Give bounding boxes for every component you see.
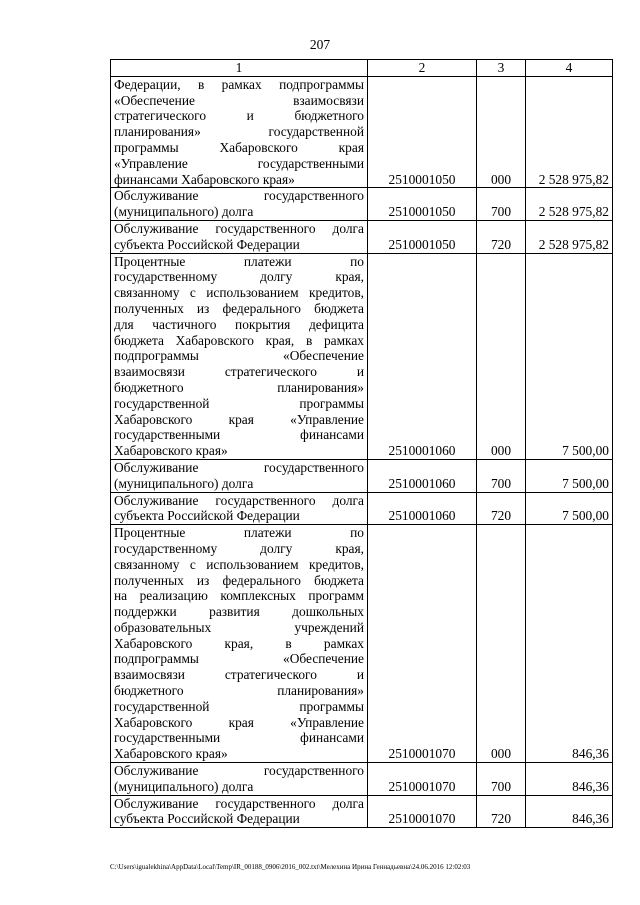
row-description: [111, 253, 368, 459]
description-line: государственными финансами: [114, 730, 364, 746]
row-description: [111, 492, 368, 525]
description-line: планирования» государственной: [114, 124, 364, 140]
row-amount: 846,36: [526, 525, 613, 763]
description-line: Хабаровского края «Управление: [114, 411, 364, 427]
row-expense-type: 700: [477, 188, 526, 221]
column-header-4: 4: [526, 60, 613, 77]
description-line: связанному с использованием кредитов,: [114, 285, 364, 301]
description-line: «Управление государственными: [114, 155, 364, 171]
column-header-1: 1: [111, 60, 368, 77]
description-line: Хабаровского края»: [114, 443, 228, 459]
row-amount: 2 528 975,82: [526, 188, 613, 221]
description-line: Обслуживание государственного: [114, 459, 364, 475]
description-line: поддержки развития дошкольных: [114, 604, 364, 620]
description-line: подпрограммы «Обеспечение: [114, 651, 364, 667]
row-expense-type: 000: [477, 525, 526, 763]
row-expense-type: 720: [477, 492, 526, 525]
budget-table: [110, 59, 613, 828]
description-line: Обслуживание государственного: [114, 763, 364, 779]
row-target-code: 2510001060: [368, 492, 477, 525]
row-target-code: 2510001050: [368, 76, 477, 188]
row-expense-type: 720: [477, 795, 526, 828]
description-line: Хабаровского края «Управление: [114, 714, 364, 730]
row-description: [111, 525, 368, 763]
description-line: программы Хабаровского края: [114, 139, 364, 155]
description-line: финансами Хабаровского края»: [114, 171, 295, 187]
row-amount: 7 500,00: [526, 492, 613, 525]
row-target-code: 2510001050: [368, 220, 477, 253]
budget-table-body: [111, 60, 613, 828]
description-line: на реализацию комплексных программ: [114, 588, 364, 604]
description-line: (муниципального) долга: [114, 475, 254, 491]
description-line: Обслуживание государственного: [114, 188, 364, 204]
description-line: государственной программы: [114, 395, 364, 411]
row-description: [111, 188, 368, 221]
description-line: государственной программы: [114, 698, 364, 714]
description-line: государственными финансами: [114, 427, 364, 443]
row-amount: 2 528 975,82: [526, 76, 613, 188]
description-line: Процентные платежи по: [114, 253, 364, 269]
row-target-code: 2510001070: [368, 525, 477, 763]
row-description: [111, 76, 368, 188]
row-target-code: 2510001060: [368, 459, 477, 492]
table-row: [111, 188, 613, 221]
row-target-code: 2510001070: [368, 763, 477, 796]
description-line: Хабаровского края»: [114, 746, 228, 762]
description-line: субъекта Российской Федерации: [114, 236, 300, 252]
description-line: «Обеспечение взаимосвязи: [114, 92, 364, 108]
page-number: 207: [309, 37, 331, 52]
description-line: подпрограммы «Обеспечение: [114, 348, 364, 364]
table-header-row: [111, 60, 613, 77]
description-line: государственному долгу края,: [114, 269, 364, 285]
description-line: взаимосвязи стратегического и: [114, 364, 364, 380]
column-header-3: 3: [477, 60, 526, 77]
row-expense-type: 000: [477, 76, 526, 188]
row-amount: 7 500,00: [526, 459, 613, 492]
description-line: государственному долгу края,: [114, 540, 364, 556]
row-amount: 846,36: [526, 795, 613, 828]
description-line: субъекта Российской Федерации: [114, 508, 300, 524]
table-row: [111, 76, 613, 188]
column-header-2: 2: [368, 60, 477, 77]
table-row: [111, 253, 613, 459]
row-target-code: 2510001050: [368, 188, 477, 221]
description-line: бюджетного планирования»: [114, 379, 364, 395]
table-row: [111, 525, 613, 763]
table-row: [111, 763, 613, 796]
table-row: [111, 795, 613, 828]
table-row: [111, 492, 613, 525]
description-line: Обслуживание государственного долга: [114, 492, 364, 508]
description-line: (муниципального) долга: [114, 204, 254, 220]
row-expense-type: 700: [477, 763, 526, 796]
row-target-code: 2510001060: [368, 253, 477, 459]
row-description: [111, 795, 368, 828]
description-line: субъекта Российской Федерации: [114, 811, 300, 827]
row-expense-type: 700: [477, 459, 526, 492]
description-line: взаимосвязи стратегического и: [114, 667, 364, 683]
row-description: [111, 459, 368, 492]
row-description: [111, 763, 368, 796]
description-line: бюджетного планирования»: [114, 683, 364, 699]
description-line: Федерации, в рамках подпрограммы: [114, 76, 364, 92]
row-amount: 846,36: [526, 763, 613, 796]
file-path-footer: C:\Users\igualekhina\AppData\Local\Temp\IR_00188_0906\2016_002.txt\Мелехина Ирина Геннадьевна\24.06.2016 12:02:03: [110, 863, 471, 871]
row-target-code: 2510001070: [368, 795, 477, 828]
description-line: бюджета Хабаровского края, в рамках: [114, 332, 364, 348]
description-line: связанному с использованием кредитов,: [114, 556, 364, 572]
description-line: Обслуживание государственного долга: [114, 220, 364, 236]
description-line: для частичного покрытия дефицита: [114, 316, 364, 332]
description-line: Хабаровского края, в рамках: [114, 635, 364, 651]
table-row: [111, 459, 613, 492]
row-description: [111, 220, 368, 253]
description-line: (муниципального) долга: [114, 778, 254, 794]
description-line: полученных из федерального бюджета: [114, 300, 364, 316]
description-line: Процентные платежи по: [114, 525, 364, 541]
row-amount: 2 528 975,82: [526, 220, 613, 253]
row-expense-type: 720: [477, 220, 526, 253]
description-line: стратегического и бюджетного: [114, 108, 364, 124]
row-expense-type: 000: [477, 253, 526, 459]
table-row: [111, 220, 613, 253]
row-amount: 7 500,00: [526, 253, 613, 459]
description-line: образовательных учреждений: [114, 619, 364, 635]
description-line: полученных из федерального бюджета: [114, 572, 364, 588]
description-line: Обслуживание государственного долга: [114, 795, 364, 811]
